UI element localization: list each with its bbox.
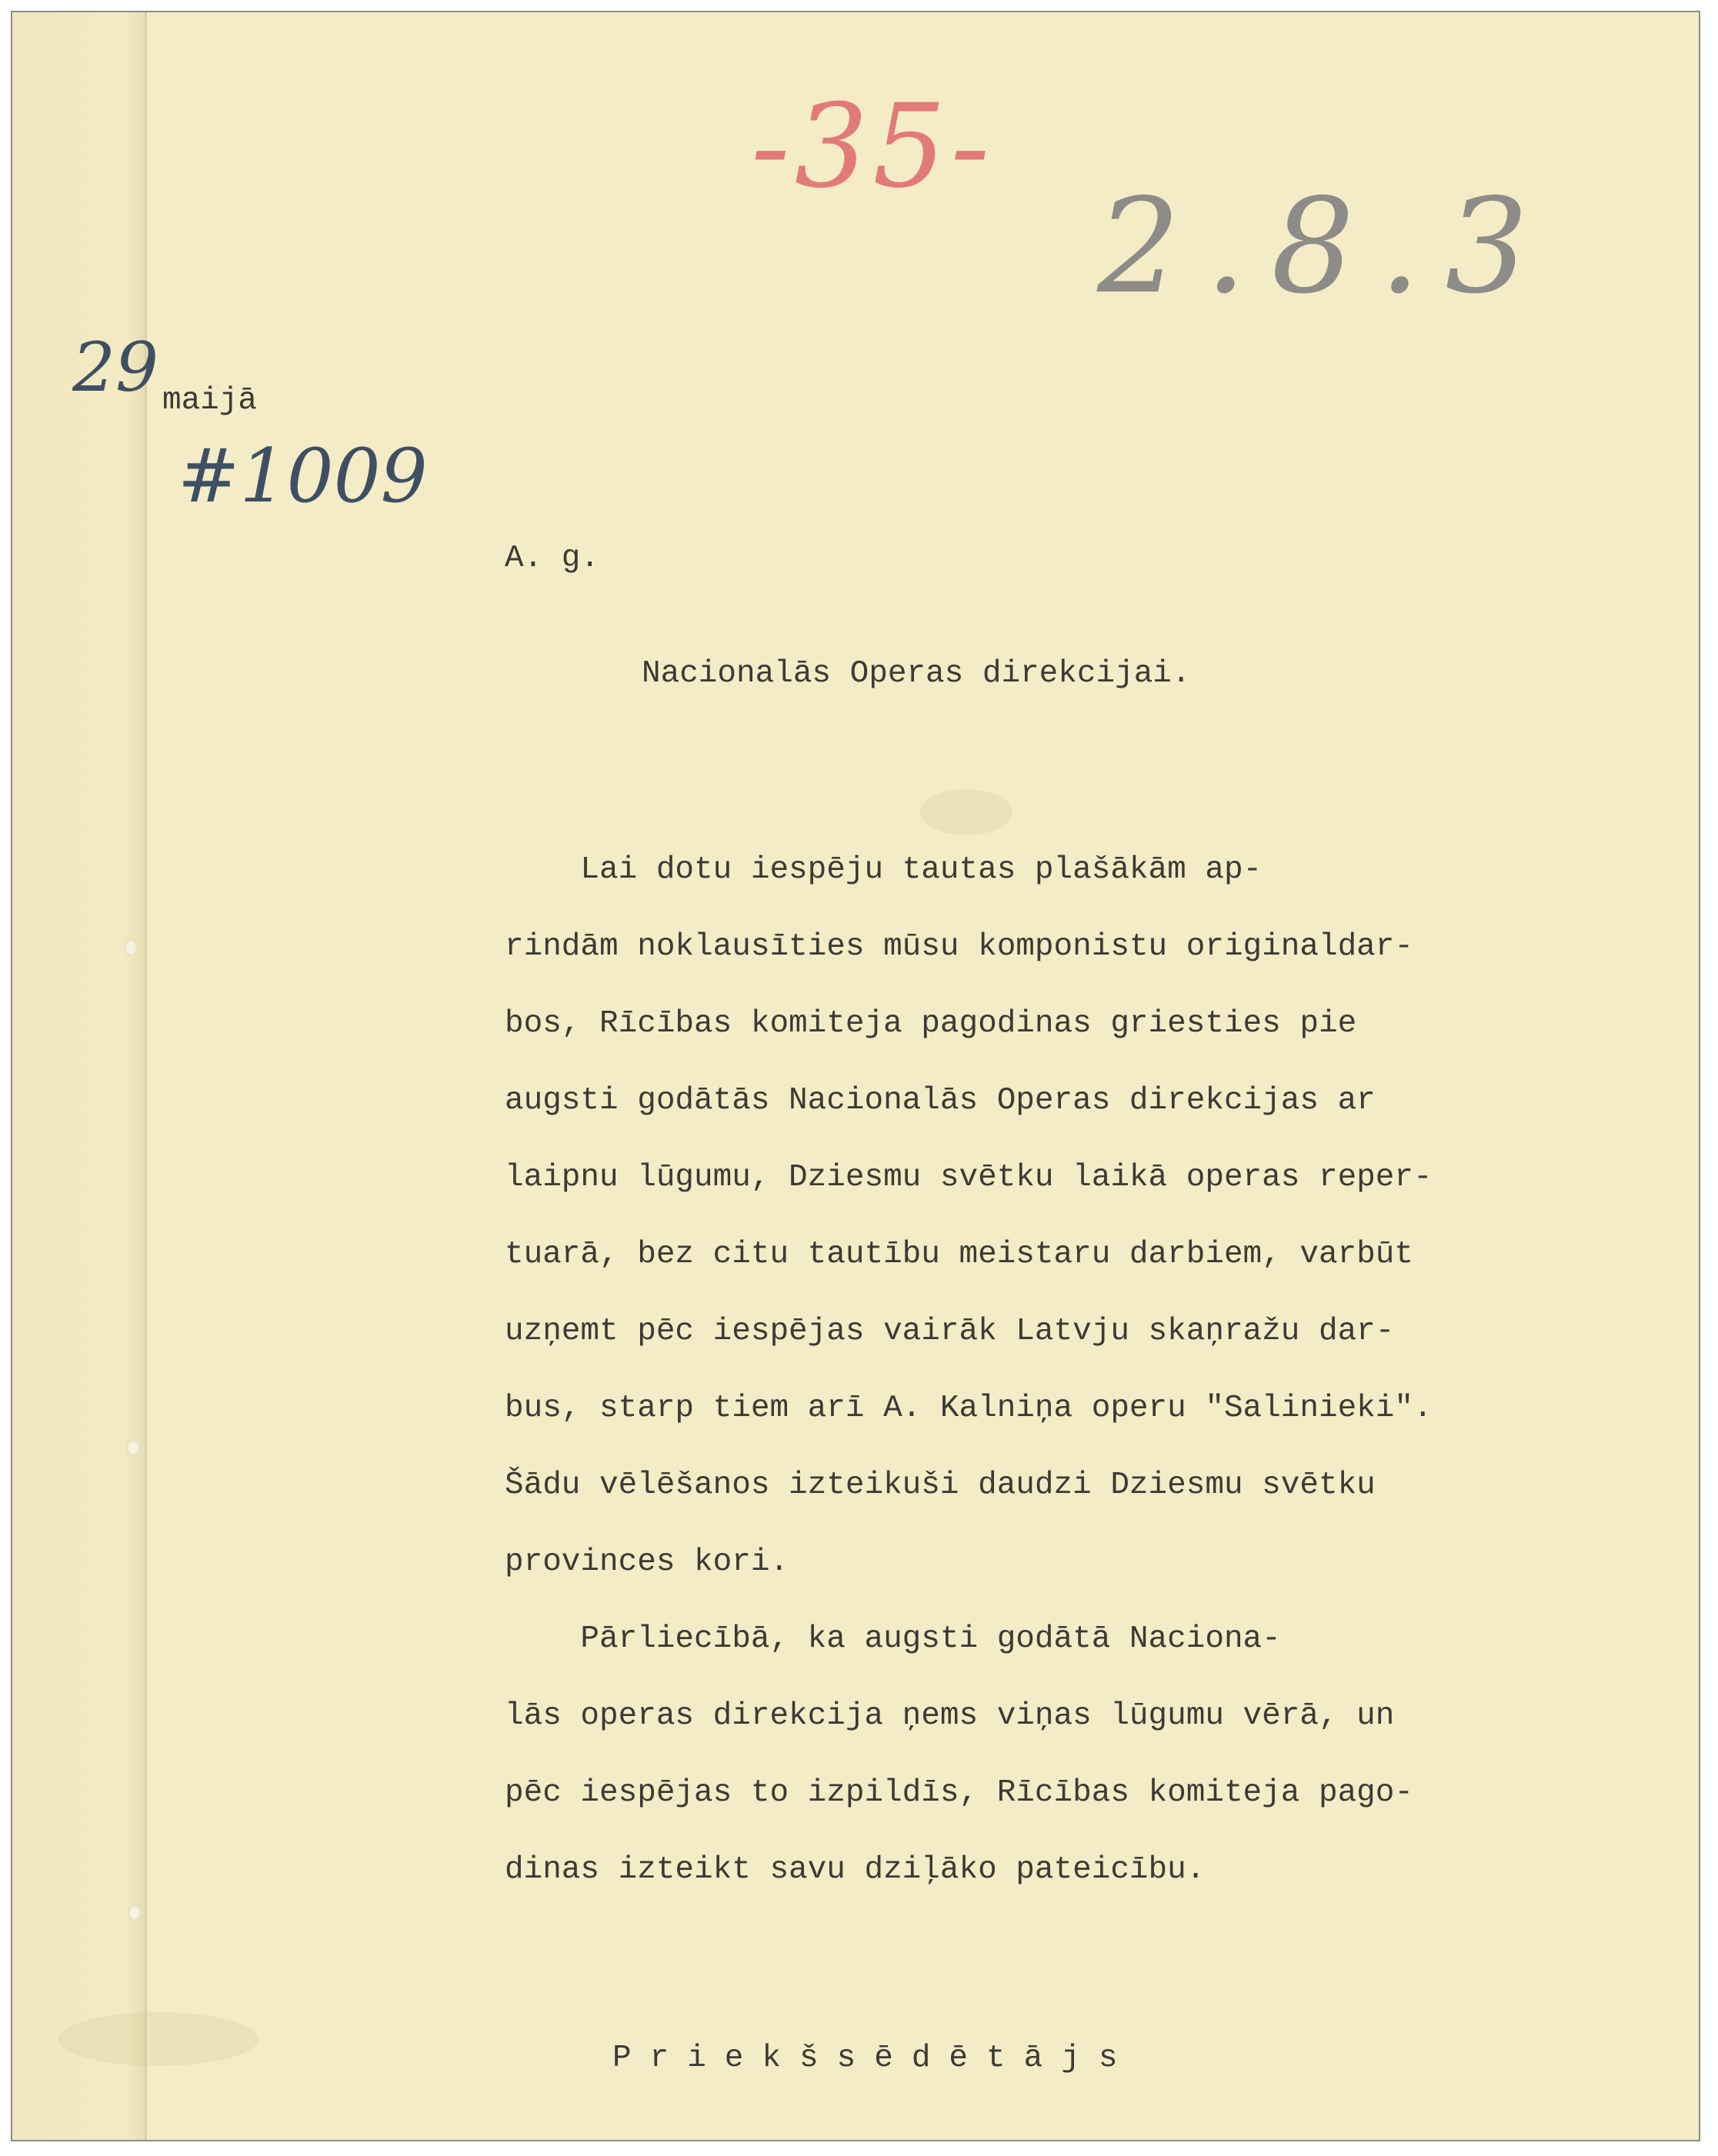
punch-hole — [124, 939, 138, 956]
body-line: augsti godātās Nacionalās Operas direkcijas ar — [505, 1083, 1376, 1118]
letter-body — [505, 852, 1433, 1931]
body-line: laipnu lūgumu, Dziesmu svētku laikā operas reper- — [505, 1160, 1433, 1195]
punch-hole — [128, 1904, 142, 1921]
body-line: pēc iespējas to izpildīs, Rīcības komiteja pago- — [505, 1775, 1413, 1811]
body-line: Pārliecībā, ka augsti godātā Naciona- — [505, 1621, 1281, 1657]
punch-hole — [126, 1439, 140, 1456]
body-line: tuarā, bez citu tautību meistaru darbiem, varbūt — [505, 1237, 1413, 1272]
salutation: A. g. — [505, 541, 600, 576]
pencil-reference: 2.8.3 — [1097, 171, 1553, 323]
body-line: Lai dotu iespēju tautas plašākām ap- — [505, 852, 1263, 888]
body-line: lās operas direkcija ņems viņas lūgumu vērā, un — [505, 1698, 1395, 1734]
paper-stain — [920, 789, 1012, 835]
document-page — [11, 11, 1700, 2141]
body-line: dinas izteikt savu dziļāko pateicību. — [505, 1852, 1206, 1888]
folio-number: -35- — [751, 80, 995, 214]
addressee: Nacionalās Operas direkcijai. — [642, 656, 1191, 691]
date-day: 29 — [72, 328, 158, 407]
body-line: rindām noklausīties mūsu komponistu originaldar- — [505, 929, 1413, 965]
body-line: uzņemt pēc iespējas vairāk Latvju skaņražu dar- — [505, 1314, 1395, 1349]
body-line: bos, Rīcības komiteja pagodinas griesties pie — [505, 1006, 1357, 1041]
paper-stain — [58, 2012, 259, 2066]
body-line: bus, starp tiem arī A. Kalniņa operu "Salinieki". — [505, 1391, 1433, 1426]
date-month: maijā — [162, 383, 258, 418]
body-line: Šādu vēlēšanos izteikuši daudzi Dziesmu svētku — [505, 1468, 1376, 1503]
body-line: provinces kori. — [505, 1545, 789, 1580]
signature-title: Priekšsēdētājs — [612, 2041, 1136, 2076]
document-number: #1009 — [178, 433, 428, 519]
